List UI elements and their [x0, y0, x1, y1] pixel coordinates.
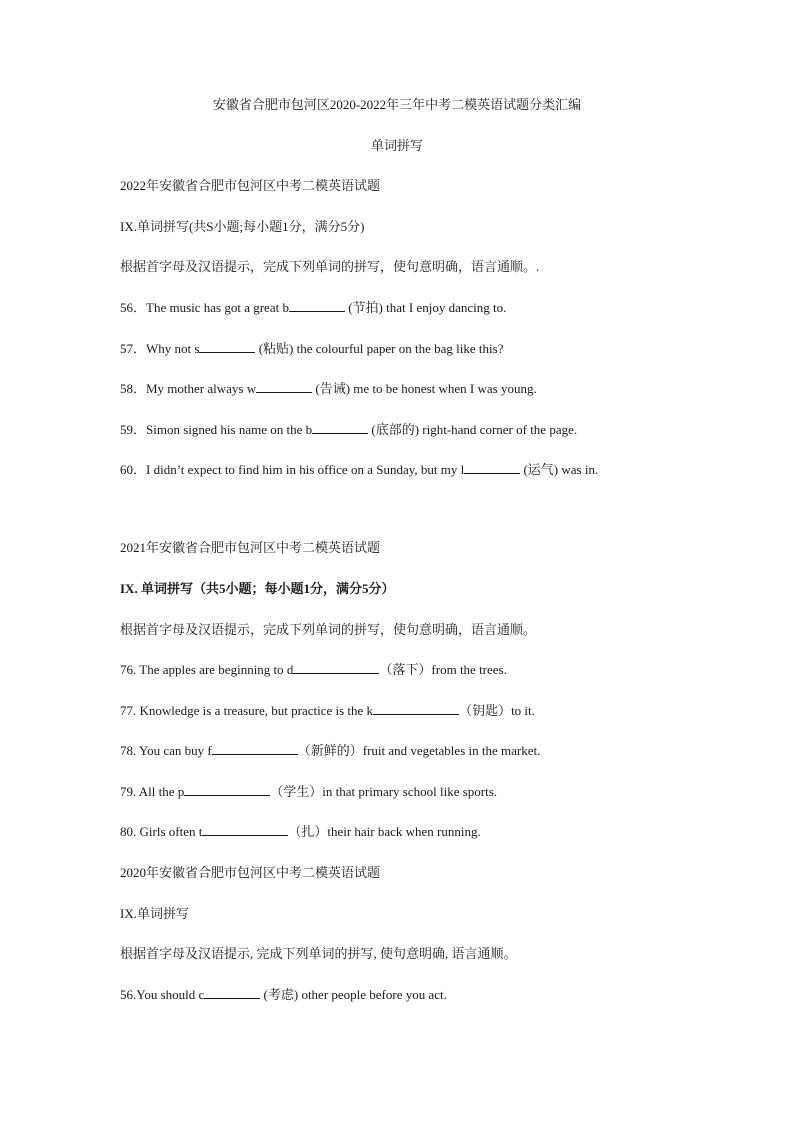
question-hint: (底部的) right-hand corner of the page.: [368, 422, 578, 437]
question-item: [120, 380, 537, 398]
answer-blank: [289, 299, 345, 312]
document-subtitle: 单词拼写: [370, 138, 423, 153]
question-item: [120, 823, 481, 841]
question-hint: (考虑) other people before you act.: [260, 987, 447, 1002]
question-hint: （新鲜的）fruit and vegetables in the market.: [297, 743, 541, 758]
question-text: 78. You can buy f: [120, 743, 212, 758]
question-text: 79. All the p: [120, 784, 185, 799]
question-hint: （钥匙）to it.: [459, 703, 535, 718]
question-item: [120, 702, 535, 720]
question-text: 59．Simon signed his name on the b: [120, 422, 313, 437]
question-item: [120, 986, 447, 1004]
question-text: 56.You should c: [120, 987, 205, 1002]
question-item: [120, 461, 598, 479]
section-2022-part: IX.单词拼写(共S小题;每小题1分，满分5分): [120, 219, 365, 234]
section-2020-part: IX.单词拼写: [120, 906, 189, 921]
answer-blank: [256, 380, 312, 393]
answer-blank: [293, 661, 379, 674]
question-hint: (节拍) that I enjoy dancing to.: [344, 300, 507, 315]
question-text: 80. Girls often t: [120, 824, 203, 839]
section-2022-instruction: 根据首字母及汉语提示，完成下列单词的拼写，使句意明确，语言通顺。.: [120, 259, 540, 274]
question-item: [120, 661, 507, 679]
question-hint: (运气) was in.: [520, 462, 599, 477]
section-2021-heading: 2021年安徽省合肥市包河区中考二模英语试题: [120, 540, 381, 555]
question-text: 56．The music has got a great b: [120, 300, 289, 315]
question-hint: （落下）from the trees.: [379, 662, 507, 677]
question-text: 60．I didn’t expect to find him in his office on a Sunday, but my l: [120, 462, 465, 477]
question-text: 77. Knowledge is a treasure, but practice is the k: [120, 703, 374, 718]
answer-blank: [199, 340, 255, 353]
question-hint: （学生）in that primary school like sports.: [270, 784, 498, 799]
question-hint: (粘贴) the colourful paper on the bag like this?: [255, 341, 504, 356]
question-item: [120, 421, 577, 439]
question-text: 76. The apples are beginning to d: [120, 662, 294, 677]
question-item: [120, 742, 540, 760]
answer-blank: [312, 421, 368, 434]
question-hint: （扎）their hair back when running.: [288, 824, 481, 839]
section-2021-instruction: 根据首字母及汉语提示，完成下列单词的拼写，使句意明确，语言通顺。: [120, 622, 537, 637]
section-2021-part: IX. 单词拼写（共5小题；每小题1分，满分5分）: [120, 581, 395, 596]
answer-blank: [202, 823, 288, 836]
section-2022-heading: 2022年安徽省合肥市包河区中考二模英语试题: [120, 178, 381, 193]
answer-blank: [373, 702, 459, 715]
section-2020-heading: 2020年安徽省合肥市包河区中考二模英语试题: [120, 865, 381, 880]
question-item: [120, 340, 503, 358]
answer-blank: [204, 986, 260, 999]
answer-blank: [212, 742, 298, 755]
section-2020-instruction: 根据首字母及汉语提示, 完成下列单词的拼写, 使句意明确, 语言通顺。: [120, 946, 517, 961]
question-text: 58．My mother always w: [120, 381, 257, 396]
document-title: 安徽省合肥市包河区2020-2022年三年中考二模英语试题分类汇编: [212, 97, 582, 112]
question-text: 57．Why not s: [120, 341, 200, 356]
answer-blank: [184, 783, 270, 796]
question-hint: (告诫) me to be honest when I was young.: [312, 381, 537, 396]
answer-blank: [464, 461, 520, 474]
question-item: [120, 783, 497, 801]
question-item: [120, 299, 506, 317]
